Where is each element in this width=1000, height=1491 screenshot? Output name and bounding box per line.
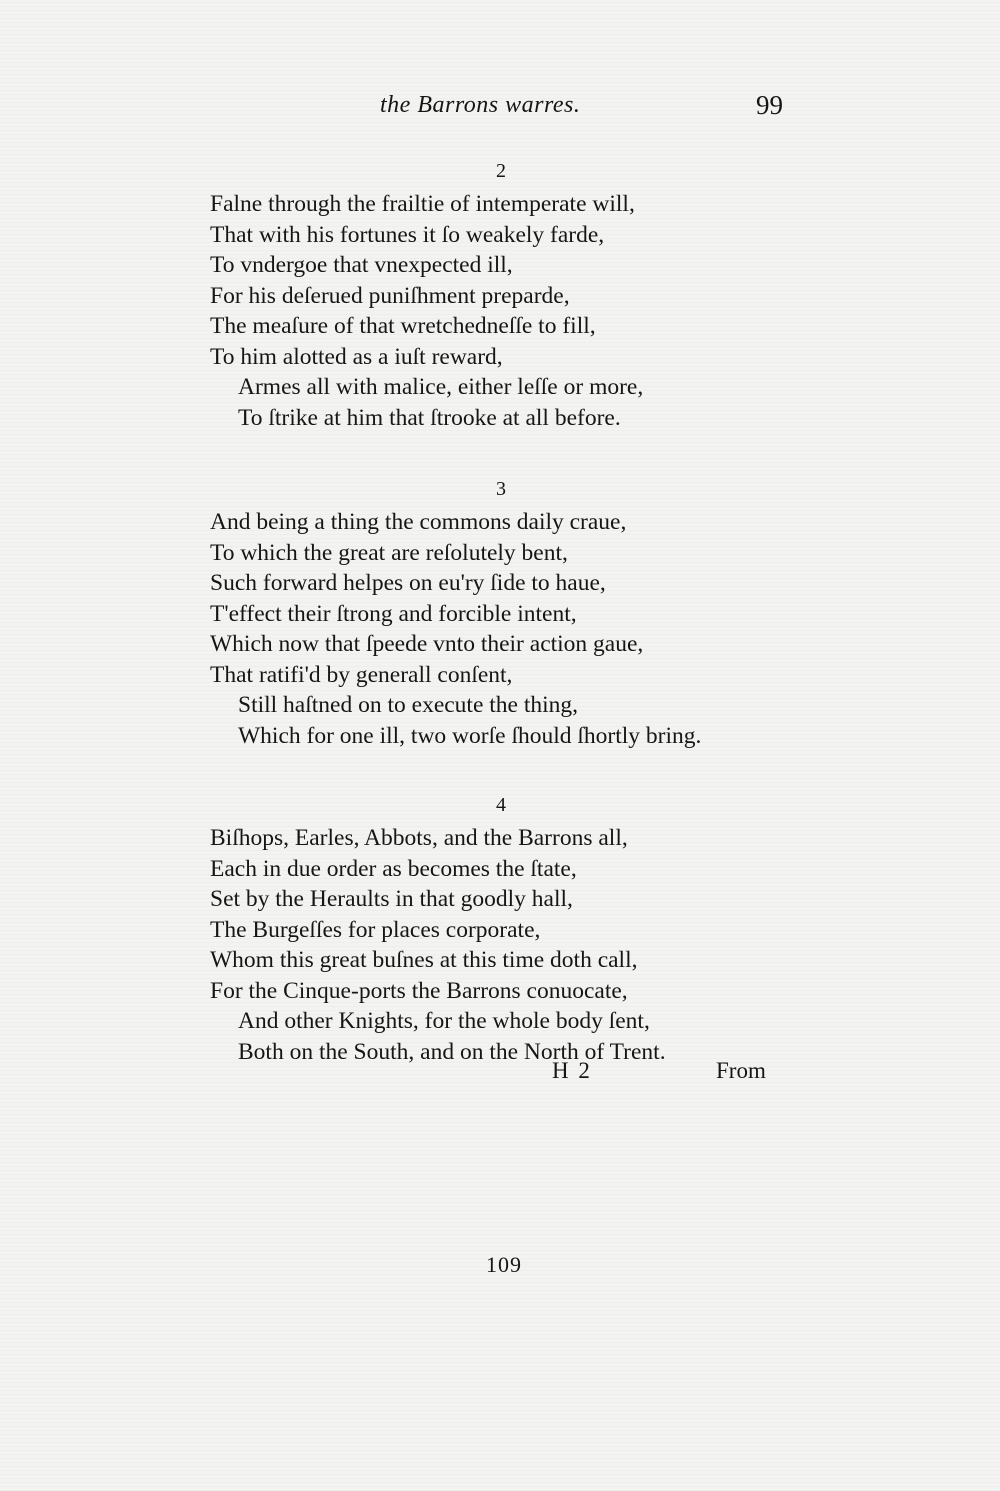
stanza-2 <box>210 160 810 433</box>
verse-line: Biſhops, Earles, Abbots, and the Barrons all, <box>210 825 628 851</box>
stanza-lines <box>210 823 810 1067</box>
page-number: 99 <box>756 90 783 120</box>
verse-line: To ſtrike at him that ſtrooke at all before. <box>238 404 621 431</box>
verse-line: Still haſtned on to execute the thing, <box>238 692 579 718</box>
verse-line: Such forward helpes on eu'ry ſide to haue, <box>210 570 606 596</box>
verse-line: To which the great are reſolutely bent, <box>210 539 568 566</box>
verse-line: That ratifi'd by generall conſent, <box>210 661 513 688</box>
verse-line: Whom this great buſnes at this time doth call, <box>210 947 638 973</box>
verse-line: T'effect their ſtrong and forcible intent, <box>210 600 577 627</box>
stanza-number: 2 <box>496 160 506 182</box>
verse-line: Each in due order as becomes the ſtate, <box>210 855 577 882</box>
stanza-number: 3 <box>496 478 506 500</box>
verse-line: Both on the South, and on the North of Trent. <box>238 1038 666 1065</box>
verse-line: The meaſure of that wretchedneſſe to fill, <box>210 313 596 339</box>
verse-line: Armes all with malice, either leſſe or more, <box>238 374 644 400</box>
verse-line: That with his fortunes it ſo weakely farde, <box>210 221 605 248</box>
verse-line: To vndergoe that vnexpected ill, <box>210 252 513 278</box>
verse-line: Falne through the frailtie of intemperate will, <box>210 191 635 217</box>
bottom-page-number: 109 <box>486 1252 522 1277</box>
stanza-number: 4 <box>496 794 506 816</box>
verse-line: For his deſerued puniſhment preparde, <box>210 282 570 309</box>
verse-line: Which for one ill, two worſe ſhould ſhortly bring. <box>238 722 702 749</box>
verse-line: Set by the Heraults in that goodly hall, <box>210 886 573 912</box>
verse-line: To him alotted as a iuſt reward, <box>210 343 503 370</box>
verse-line: For the Cinque-ports the Barrons conuocate, <box>210 977 628 1004</box>
running-title: the Barrons warres. <box>380 92 581 118</box>
verse-line: And other Knights, for the whole body ſent, <box>238 1008 650 1034</box>
catchword: From <box>716 1058 766 1083</box>
verse-line: And being a thing the commons daily craue, <box>210 509 627 535</box>
verse-line: The Burgeſſes for places corporate, <box>210 916 541 943</box>
stanza-4 <box>210 794 810 1067</box>
stanza-lines <box>210 507 810 751</box>
stanza-3 <box>210 478 810 751</box>
signature-mark: H 2 <box>552 1058 592 1083</box>
verse-line: Which now that ſpeede vnto their action gaue, <box>210 631 644 657</box>
stanza-lines <box>210 189 810 433</box>
